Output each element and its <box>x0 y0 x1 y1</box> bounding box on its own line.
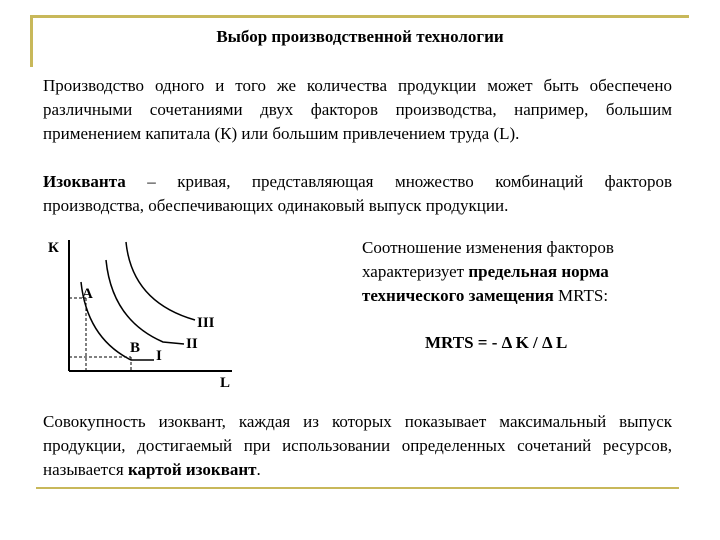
isoquant-map-end: . <box>256 460 261 479</box>
point-a-label: A <box>82 286 93 302</box>
intro-paragraph <box>43 74 672 146</box>
frame-bottom-line <box>36 487 679 489</box>
mrts-text-post: MRTS: <box>553 286 609 305</box>
curve-2-label: II <box>186 336 198 352</box>
mrts-text-pre: Соотношение изменения факторов характеризует <box>362 238 614 281</box>
mrts-term: предельная норма технического замещения <box>362 262 609 305</box>
mrts-formula: MRTS = - Δ K / Δ L <box>425 333 568 352</box>
curve-3-label: III <box>197 315 215 331</box>
isoquant-term: Изокванта <box>43 172 126 191</box>
isoquant-curve-3 <box>126 242 195 320</box>
isoquant-definition-text: – кривая, представляющая множество комбинаций факторов производства, обеспечивающих одинаковый выпуск продукции. <box>43 172 672 215</box>
isoquant-curve-2 <box>106 260 184 344</box>
axis-x-label: L <box>220 375 231 391</box>
curve-1-label: I <box>156 348 162 364</box>
isoquant-map-paragraph <box>43 410 672 482</box>
isoquant-map-term: картой изоквант <box>127 460 257 479</box>
isoquant-definition <box>43 170 672 218</box>
axis-y-label: К <box>48 240 59 256</box>
page-title: Выбор производственной технологии <box>216 27 504 46</box>
point-b-label: B <box>130 340 141 356</box>
mrts-description <box>362 236 662 308</box>
frame-top-line <box>30 15 689 18</box>
isoquant-map-text: Совокупность изоквант, каждая из которых показывает максимальный выпуск продукции, достигаемый при использовании определенных сочетаний ресурсов, называется <box>43 412 672 479</box>
isoquant-map-chart <box>40 232 240 392</box>
intro-text: Производство одного и того же количества продукции может быть обеспечено различными сочетаниями двух факторов производства, например, большим применением капитала (К) или большим привлечением труда (L). <box>43 76 672 143</box>
